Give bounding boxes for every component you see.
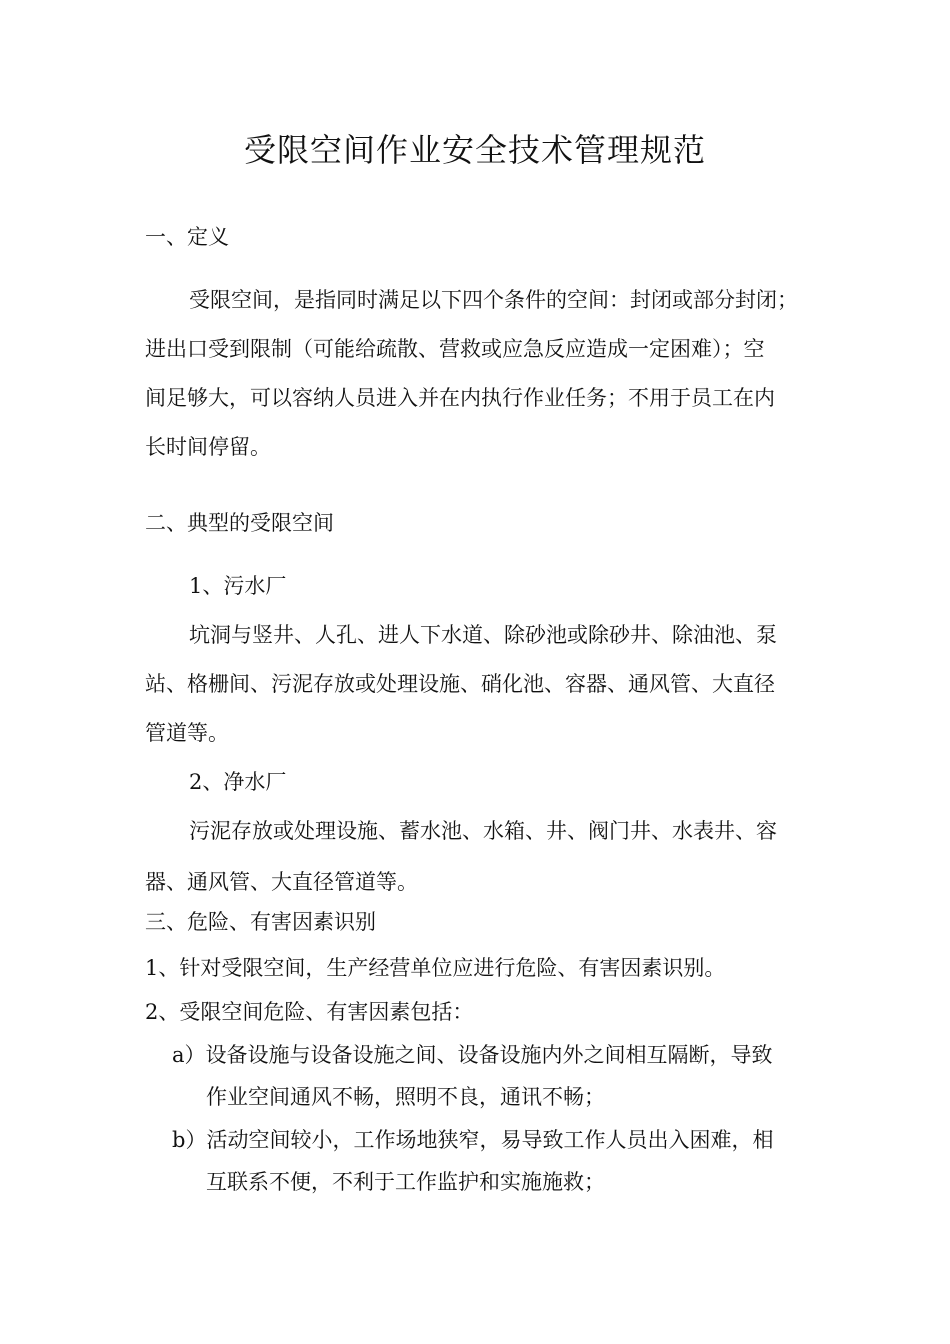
subsection-heading-sewage-plant: 1、污水厂 (189, 574, 287, 598)
hazard-item-b-line-1: b）活动空间较小，工作场地狭窄，易导致工作人员出入困难，相 (172, 1128, 774, 1152)
hazard-item-1: 1、针对受限空间，生产经营单位应进行危险、有害因素识别。 (145, 956, 726, 980)
definition-line-3: 间足够大，可以容纳人员进入并在内执行作业任务；不用于员工在内 (145, 386, 775, 410)
sewage-plant-line-2: 站、格栅间、污泥存放或处理设施、硝化池、容器、通风管、大直径 (145, 672, 775, 696)
subsection-heading-water-plant: 2、净水厂 (189, 770, 287, 794)
page-title: 受限空间作业安全技术管理规范 (243, 131, 706, 169)
water-plant-line-1: 污泥存放或处理设施、蓄水池、水箱、井、阀门井、水表井、容 (189, 819, 777, 843)
section-heading-definition: 一、定义 (145, 225, 229, 249)
definition-line-2: 进出口受到限制（可能给疏散、营救或应急反应造成一定困难）；空 (145, 337, 765, 361)
section-heading-typical-spaces: 二、典型的受限空间 (145, 511, 334, 535)
definition-line-1: 受限空间，是指同时满足以下四个条件的空间：封闭或部分封闭； (189, 288, 798, 312)
definition-line-4: 长时间停留。 (145, 435, 271, 459)
hazard-item-a-line-2: 作业空间通风不畅，照明不良，通讯不畅； (206, 1085, 605, 1109)
hazard-item-b-line-2: 互联系不便，不利于工作监护和实施施救； (206, 1170, 605, 1194)
hazard-item-a-line-1: a）设备设施与设备设施之间、设备设施内外之间相互隔断，导致 (172, 1043, 773, 1067)
section-heading-hazard-identification: 三、危险、有害因素识别 (145, 910, 376, 934)
water-plant-line-2: 器、通风管、大直径管道等。 (145, 870, 418, 894)
hazard-item-2: 2、受限空间危险、有害因素包括： (145, 1000, 474, 1024)
sewage-plant-line-1: 坑洞与竖井、人孔、进人下水道、除砂池或除砂井、除油池、泵 (189, 623, 777, 647)
sewage-plant-line-3: 管道等。 (145, 721, 229, 745)
